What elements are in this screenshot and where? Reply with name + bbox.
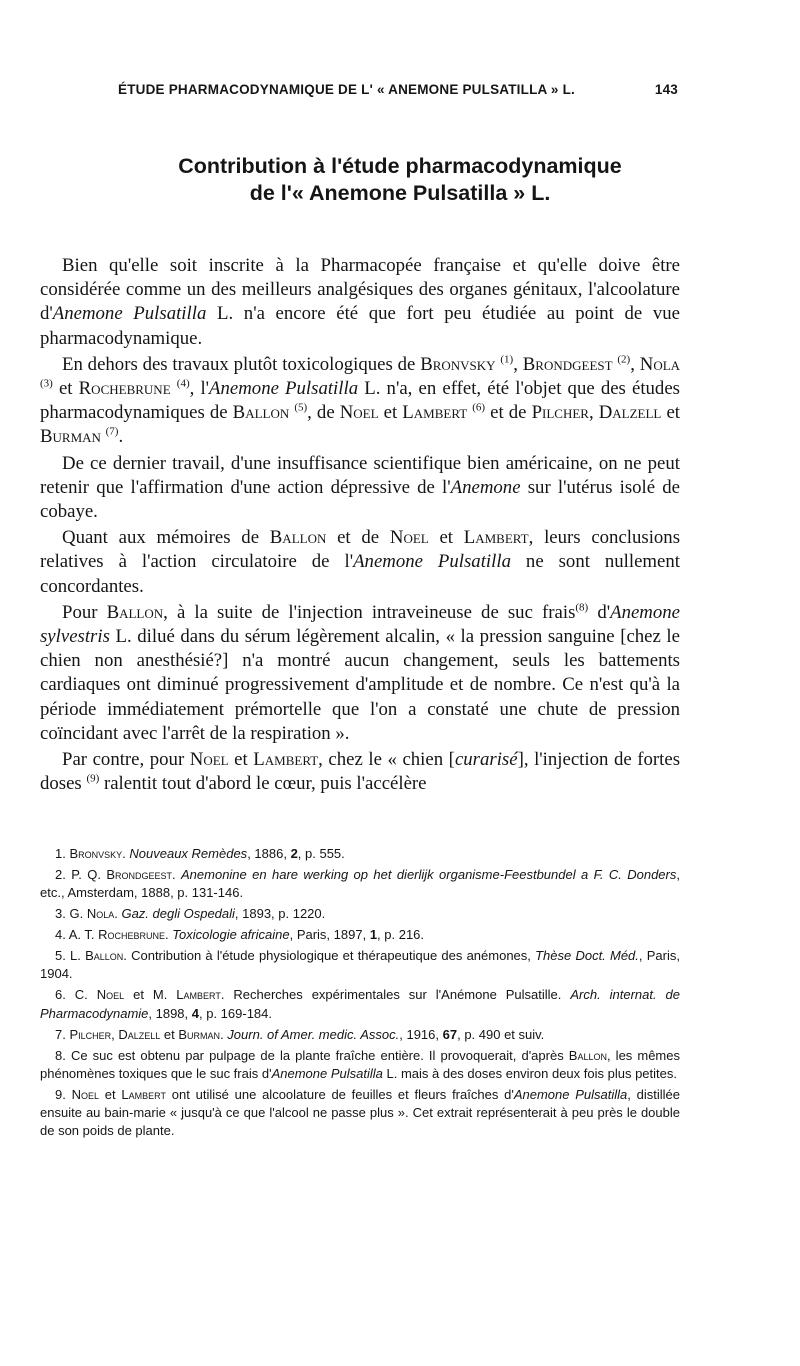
page-number: 143 bbox=[654, 82, 678, 97]
footnote-9: 9. Noel et Lambert ont utilisé une alcoolature de feuilles et fleurs fraîches d'Anemone Pulsatilla, distillée ensuite au bain-marie « jusqu'à ce que l'alcool ne passe plus ». Cet extrait représenterait à peu près le double de son poids de plante. bbox=[40, 1086, 681, 1139]
author-name: Ballon bbox=[106, 601, 164, 623]
footnote-1: 1. Bronvsky. Nouveaux Remèdes, 1886, 2, p. 555. bbox=[55, 846, 345, 861]
author-name: Ballon bbox=[269, 527, 327, 549]
paragraph-1: Bien qu'elle soit inscrite à la Pharmacopée française et qu'elle doive être considérée comme un des meilleurs analgésiques des organes génitaux, l'alcoolature d'Anemone Pulsatilla L. n'a encore été que fort peu étudiée au point de vue pharmacodynamique. bbox=[40, 255, 681, 349]
author-name: Rochebrune bbox=[78, 378, 171, 400]
footnote-ref: (1) bbox=[500, 353, 514, 366]
author-name: Bronvsky bbox=[420, 353, 496, 375]
author-name: Noel bbox=[389, 527, 429, 549]
footnote-4: 4. A. T. Rochebrune. Toxicologie africaine, Paris, 1897, 1, p. 216. bbox=[55, 927, 425, 943]
author-name: Nola bbox=[639, 353, 681, 375]
footnote-ref: (3) bbox=[40, 377, 53, 390]
author-name: Pilcher bbox=[531, 402, 589, 424]
paragraph-5: Pour Ballon, à la suite de l'injection intraveineuse de suc frais$^{(8)}$ d'Anemone sylvestris L. dilué dans du sérum légèrement alcalin, « la pression sanguine [chez le chien non anesthésié?] n'a montré aucun changement, seuls les battements cardiaques ont diminué progressivement d'amplitude et de nombre. Ce n'est qu'à la période immédiatement prémortelle que l'on a constaté une chute de pression coïncidant avec l'arrêt de la respiration ». bbox=[40, 601, 680, 744]
footnotes bbox=[40, 845, 680, 1143]
footnote-8: 8. Ce suc est obtenu par pulpage de la plante fraîche entière. Il provoquerait, d'après Ballon, les mêmes phénomènes toxiques que le suc frais d'Anemone Pulsatilla L. mais à des doses environ deux fois plus petites. bbox=[40, 1047, 680, 1081]
footnote-ref: (4) bbox=[176, 377, 190, 390]
running-header-title: ÉTUDE PHARMACODYNAMIQUE DE L' « ANEMONE PULSATILLA » L. bbox=[118, 82, 575, 97]
author-name: Noel bbox=[189, 749, 229, 771]
article-title-line-2: de l'« Anemone Pulsatilla » L. bbox=[249, 181, 551, 205]
footnote-ref: (6) bbox=[472, 401, 486, 414]
footnote-ref: (5) bbox=[294, 401, 308, 414]
author-name: Lambert bbox=[253, 749, 319, 771]
footnote-ref: (2) bbox=[617, 353, 631, 366]
author-name: Lambert bbox=[463, 527, 529, 549]
article-title-line-1: Contribution à l'étude pharmacodynamique bbox=[178, 154, 622, 178]
author-name: Lambert bbox=[402, 402, 468, 424]
paragraph-4: Quant aux mémoires de Ballon et de Noel et Lambert, leurs conclusions relatives à l'action circulatoire de l'Anemone Pulsatilla ne sont nullement concordantes. bbox=[40, 527, 681, 597]
footnote-ref: (7) bbox=[105, 426, 119, 439]
paragraph-6: Par contre, pour Noel et Lambert, chez le « chien [curarisé], l'injection de fortes doses $^{(9)}$ ralentit tout d'abord le cœur, puis l'accélère bbox=[40, 749, 681, 795]
footnote-2: 2. P. Q. Brondgeest. Anemonine en hare werking op het dierlijk organisme-Feestbundel a F. C. Donders, etc., Amsterdam, 1888, p. 131-146. bbox=[40, 867, 680, 901]
author-name: Ballon bbox=[232, 402, 290, 424]
article-body bbox=[40, 254, 680, 798]
author-name: Brondgeest bbox=[522, 353, 613, 375]
footnote-ref: (8) bbox=[575, 601, 589, 614]
article-title bbox=[40, 153, 760, 207]
author-name: Noel bbox=[339, 402, 379, 424]
footnote-5: 5. L. Ballon. Contribution à l'étude physiologique et thérapeutique des anémones, Thèse Doct. Méd., Paris, 1904. bbox=[40, 948, 680, 982]
footnote-3: 3. G. Nola. Gaz. degli Ospedali, 1893, p. 1220. bbox=[55, 906, 326, 922]
paragraph-3: De ce dernier travail, d'une insuffisance scientifique bien américaine, on ne peut retenir que l'affirmation d'une action dépressive de l'Anemone sur l'utérus isolé de cobaye. bbox=[40, 452, 680, 523]
author-name: Dalzell bbox=[598, 402, 662, 424]
footnote-6: 6. C. Noel et M. Lambert. Recherches expérimentales sur l'Anémone Pulsatille. Arch. internat. de Pharmacodynamie, 1898, 4, p. 169-184. bbox=[40, 987, 680, 1021]
author-name: Burman bbox=[40, 426, 101, 448]
paragraph-2: En dehors des travaux plutôt toxicologiques de Bronvsky $^{(1)}$, Brondgeest $^{(2)}$, Nola $^{(3)}$ et Rochebrune $^{(4)}$, l'Anemone Pulsatilla L. n'a, en effet, été l'objet que des études pharmacodynamiques de Ballon $^{(5)}$, de Noel et Lambert $^{(6)}$ et de Pilcher, Dalzell et Burman $^{(7)}$. bbox=[40, 353, 681, 448]
footnote-ref: (9) bbox=[86, 773, 100, 785]
footnote-7: 7. Pilcher, Dalzell et Burman. Journ. of Amer. medic. Assoc., 1916, 67, p. 490 et suiv. bbox=[55, 1026, 545, 1042]
